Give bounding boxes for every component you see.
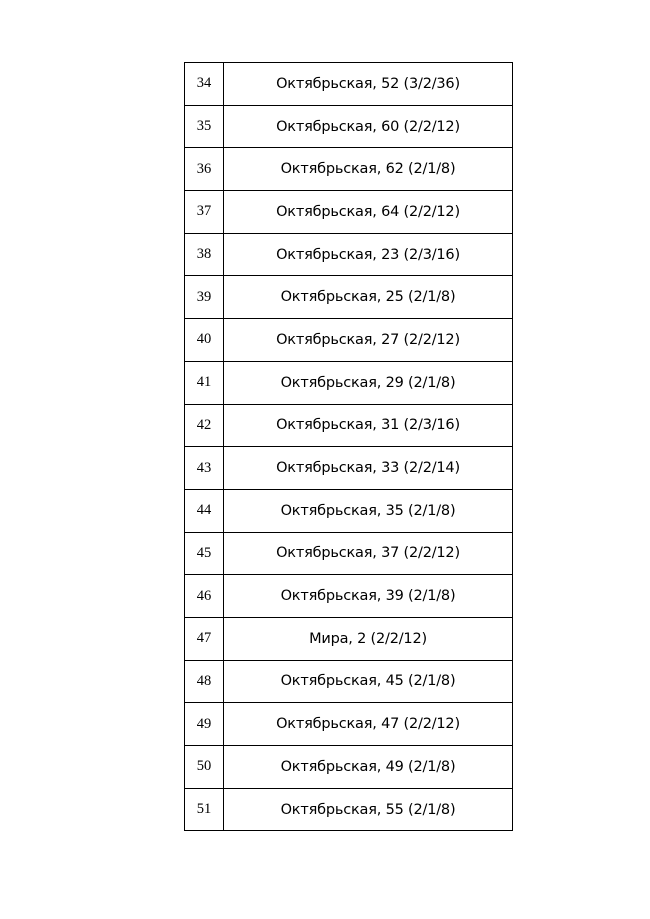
table-row [185, 361, 513, 404]
address-cell: Октябрьская, 33 (2/2/14) [224, 447, 513, 490]
table-row [185, 233, 513, 276]
row-number-cell: 36 [185, 148, 224, 191]
address-table [184, 62, 513, 831]
address-cell: Октябрьская, 45 (2/1/8) [224, 660, 513, 703]
table-row [185, 489, 513, 532]
address-cell: Октябрьская, 60 (2/2/12) [224, 105, 513, 148]
address-cell: Октябрьская, 35 (2/1/8) [224, 489, 513, 532]
table-row [185, 105, 513, 148]
address-cell: Октябрьская, 62 (2/1/8) [224, 148, 513, 191]
address-cell: Октябрьская, 64 (2/2/12) [224, 191, 513, 234]
address-table-body [185, 63, 513, 831]
row-number-cell: 49 [185, 703, 224, 746]
address-cell: Октябрьская, 37 (2/2/12) [224, 532, 513, 575]
row-number-cell: 37 [185, 191, 224, 234]
table-row [185, 276, 513, 319]
table-row [185, 404, 513, 447]
row-number-cell: 50 [185, 746, 224, 789]
row-number-cell: 42 [185, 404, 224, 447]
table-row [185, 63, 513, 106]
address-cell: Октябрьская, 55 (2/1/8) [224, 788, 513, 831]
row-number-cell: 43 [185, 447, 224, 490]
table-row [185, 703, 513, 746]
address-cell: Октябрьская, 23 (2/3/16) [224, 233, 513, 276]
table-row [185, 148, 513, 191]
table-row [185, 788, 513, 831]
row-number-cell: 40 [185, 319, 224, 362]
row-number-cell: 47 [185, 617, 224, 660]
address-cell: Октябрьская, 29 (2/1/8) [224, 361, 513, 404]
address-cell: Октябрьская, 27 (2/2/12) [224, 319, 513, 362]
table-row [185, 575, 513, 618]
row-number-cell: 35 [185, 105, 224, 148]
table-row [185, 191, 513, 234]
row-number-cell: 41 [185, 361, 224, 404]
address-cell: Октябрьская, 49 (2/1/8) [224, 746, 513, 789]
address-cell: Октябрьская, 31 (2/3/16) [224, 404, 513, 447]
row-number-cell: 51 [185, 788, 224, 831]
table-row [185, 746, 513, 789]
table-row [185, 660, 513, 703]
address-cell: Октябрьская, 25 (2/1/8) [224, 276, 513, 319]
address-cell: Октябрьская, 52 (3/2/36) [224, 63, 513, 106]
row-number-cell: 48 [185, 660, 224, 703]
row-number-cell: 34 [185, 63, 224, 106]
address-cell: Октябрьская, 47 (2/2/12) [224, 703, 513, 746]
row-number-cell: 45 [185, 532, 224, 575]
row-number-cell: 38 [185, 233, 224, 276]
table-row [185, 617, 513, 660]
table-row [185, 447, 513, 490]
row-number-cell: 44 [185, 489, 224, 532]
row-number-cell: 46 [185, 575, 224, 618]
table-row [185, 532, 513, 575]
address-cell: Октябрьская, 39 (2/1/8) [224, 575, 513, 618]
row-number-cell: 39 [185, 276, 224, 319]
table-row [185, 319, 513, 362]
address-cell: Мира, 2 (2/2/12) [224, 617, 513, 660]
